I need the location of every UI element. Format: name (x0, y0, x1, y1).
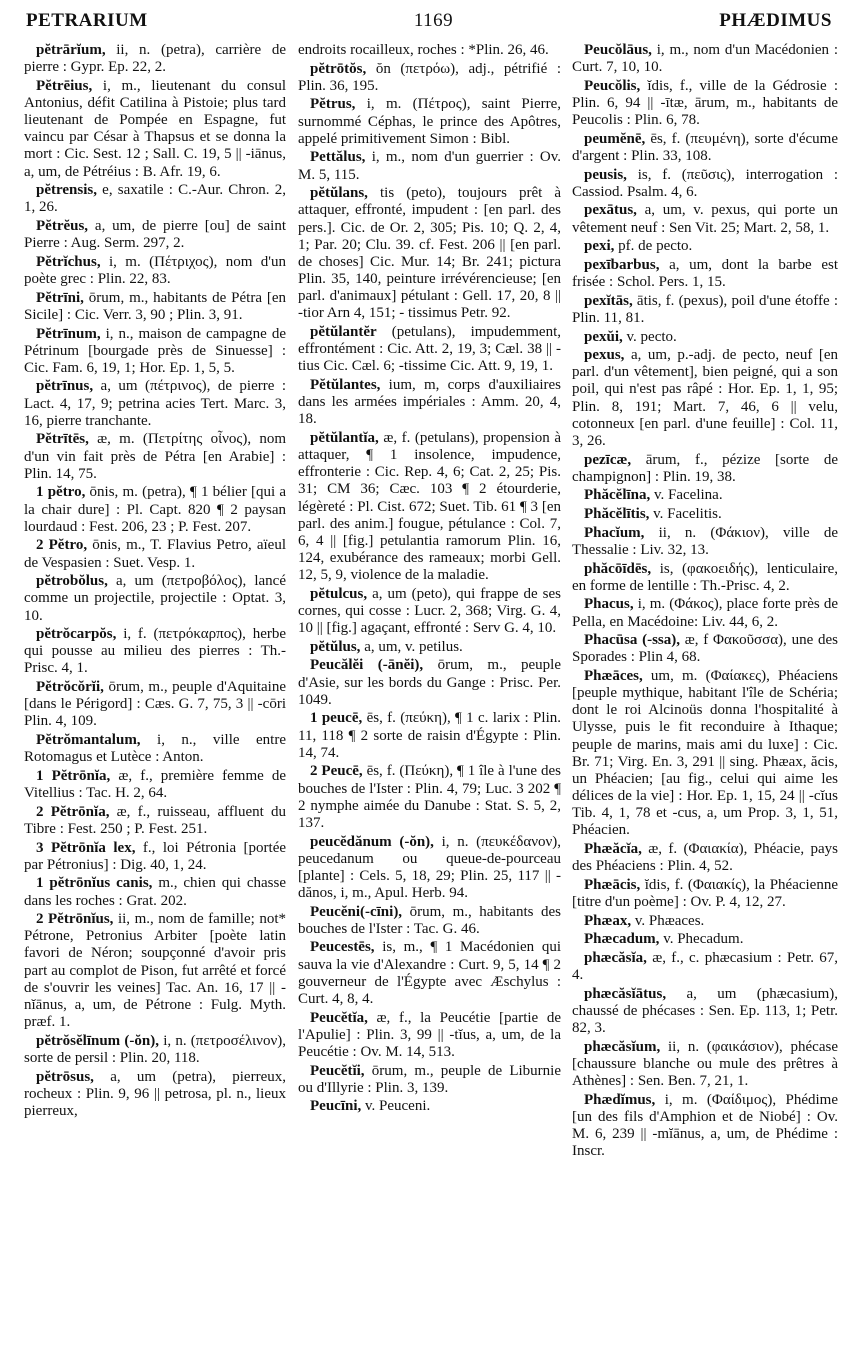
dictionary-entry (298, 763, 561, 832)
entry-definition: ōrum, m., habitants de Pétra [en Sicile] : Cic. Verr. 3, 90 ; Plin. 3, 91. (24, 289, 286, 323)
entry-definition: v. Phecadum. (663, 931, 744, 948)
entry-headword: Peucŏlis, (584, 77, 641, 94)
entry-headword: Phăcĕlīna, (584, 487, 651, 504)
entry-headword: Pĕtŭlantes, (310, 376, 381, 393)
entry-definition: v. pecto. (626, 328, 677, 345)
entry-definition: ii, n. (petra), carrière de pierre : Gypr. Ep. 22, 2. (24, 42, 286, 76)
entry-headword: Phacĭum, (584, 524, 645, 541)
entry-definition: ōrum, m., peuple d'Aquitaine [dans le Périgord] : Cæs. G. 7, 75, 3 || -cōri Plin. 4, 109. (24, 679, 287, 730)
entry-definition: ōrum, m., habitants des bouches de l'Ister : Tac. G. 46. (298, 903, 562, 937)
entry-headword: peucĕdănum (-ŏn), (310, 833, 434, 850)
entry-definition: endroits rocailleux, roches : *Plin. 26, 46. (298, 42, 549, 58)
entry-definition: ĭdis, f., ville de la Gédrosie : Plin. 6, 94 || -ītæ, ārum, m., habitants de Peucolis : Plin. 6, 78. (572, 77, 838, 129)
dictionary-entry (298, 657, 561, 708)
entry-headword: 1 peucē, (310, 710, 363, 727)
entry-headword: pĕtrīnus, (36, 378, 94, 395)
entry-headword: Peucĕtĭa, (310, 1009, 368, 1026)
entry-definition: ārum, f., pézize [sorte de champignon] : Plin. 19, 38. (572, 451, 838, 485)
dictionary-entry (572, 238, 838, 255)
entry-headword: Phæax, (584, 912, 632, 929)
dictionary-entry (572, 167, 838, 201)
entry-headword: pexŭi, (584, 328, 623, 345)
entry-headword: Pĕtrus, (310, 96, 356, 113)
entry-headword: Pĕtrēius, (36, 77, 93, 94)
dictionary-entry (298, 834, 561, 903)
dictionary-entry (572, 487, 838, 504)
entry-headword: phæcăsĭātus, (584, 985, 667, 1002)
entry-headword: 2 Pĕtrōnĭus, (36, 911, 114, 928)
dictionary-entry (24, 626, 286, 677)
dictionary-entry (572, 452, 838, 486)
entry-definition: a, um (πετροβόλος), lancé comme un projectile, projectile : Optat. 3, 10. (24, 573, 287, 624)
dictionary-entry (572, 632, 838, 666)
entry-definition: ātis, f. (pexus), poil d'une étoffe : Plin. 11, 81. (572, 292, 838, 326)
entry-headword: pĕtŭlantĕr (310, 324, 377, 340)
dictionary-entry (24, 732, 286, 766)
dictionary-entry (298, 639, 561, 656)
entry-definition: um, m. (Φαίακες), Phéaciens [peuple mythique, habitant l'île de Schéria; dont le roi Alcinoüs donna l'hospitalité à Ulysse, puis le fit reconduire à Ithaque; peuple de marins, mais ami du luxe] : Cic. Br. 71; Virg. En. 3, 291 || sing. Phæax, ăcis, un Phéacien; [au fig., celui qui aime les délices de la vie] : Hor. Ep. 1, 15, 24 || -cĭus Tib. 4, 1, 78 et -cus, a, um Prop. 3, 1, 51, Phéacien. (572, 667, 838, 839)
entry-headword: 2 Pĕtrōnĭa, (36, 803, 110, 820)
dictionary-entry (24, 326, 286, 377)
entry-definition: v. Facelitis. (653, 506, 722, 523)
entry-headword: Pettălus, (310, 149, 366, 166)
entry-headword: 3 Pĕtrōnĭa lex, (36, 839, 136, 856)
dictionary-entry (24, 804, 286, 838)
entry-definition: i, m., nom d'un Macédonien : Curt. 7, 10, 10. (572, 42, 839, 76)
entry-headword: Pĕtrīnum, (36, 325, 101, 342)
dictionary-entry (298, 1010, 561, 1061)
dictionary-entry (298, 149, 561, 183)
entry-headword: phăcōīdēs, (584, 560, 652, 577)
dictionary-entry (298, 324, 561, 375)
entry-headword: Pĕtrŏmantalum, (36, 732, 141, 749)
entry-definition: ēs, f. (πεύκη), ¶ 1 c. larix : Plin. 11, 118 ¶ 2 sorte de raisin d'Égypte : Plin. 14, 74. (298, 710, 561, 761)
entry-headword: peumĕnē, (584, 130, 646, 147)
entry-definition: v. Peuceni. (365, 1098, 431, 1115)
entry-headword: pexībarbus, (584, 256, 660, 273)
entry-definition: is, (φακοειδής), lenticulaire, en forme de lentille : Th.-Prisc. 4, 2. (572, 560, 839, 594)
entry-definition: a, um, p.-adj. de pecto, neuf [en parl. d'un vêtement], bien peigné, qui a son poil, qui n'est pas râpé : Hor. Ep. 1, 1, 95; Plin. 8, 191; Mart. 7, 46, 6 || velu, cotonneux [en parl. d'une feuille] : Col. 11, 3, 26. (572, 347, 838, 449)
entry-headword: phæcăsĭum, (584, 1038, 661, 1055)
entry-definition: ōrum, m., peuple de Liburnie ou d'Illyrie : Plin. 3, 139. (298, 1062, 562, 1096)
entry-headword: 2 Pĕtro, (36, 537, 88, 554)
entry-headword: phæcăsĭa, (584, 949, 647, 966)
entry-headword: Peucŏlāus, (584, 42, 652, 58)
dictionary-entry (572, 986, 838, 1037)
dictionary-entry (572, 202, 838, 236)
entry-headword: 1 Pĕtrōnĭa, (36, 767, 111, 784)
entry-headword: 1 pĕtro, (36, 484, 86, 501)
header-left-word: PETRARIUM (26, 10, 148, 31)
entry-headword: pexi, (584, 238, 615, 255)
page-number: 1169 (413, 10, 454, 31)
entry-headword: Peucălĕi (-ānĕi), (310, 657, 424, 674)
entry-definition: i, m. (Πέτριχος), nom d'un poète grec : Plin. 22, 83. (24, 253, 286, 288)
entry-definition: pf. de pecto. (618, 238, 693, 255)
entry-headword: peusis, (584, 166, 627, 183)
entry-definition: is, m., ¶ 1 Macédonien qui sauva la vie d'Alexandre : Curt. 9, 5, 14 ¶ 2 gouverneur de l'Égypte avec Æschylus : Curt. 4, 8, 4. (298, 939, 561, 1007)
dictionary-entry (24, 679, 286, 730)
dictionary-entry (572, 525, 838, 559)
entry-headword: pĕtrōsus, (36, 1068, 94, 1085)
dictionary-entry (572, 1092, 838, 1161)
entry-definition: tis (peto), toujours prêt à attaquer, effronté, impudent : [en parl. des pers.]. Cic. de Or. 2, 305; Pis. 10; Q. 2, 4, 1; Par. 20; Clu. 39. cf. Fest. 206 || [en parl. de choses] Cic. Mur. 14; Br. 241; pictura Plin. 35, 140, peinture irrévérencieuse; [en parl. d'animaux] pétulant : Gell. 17, 20, 8 || -tior Arn 4, 151; - tissimus Petr. 92. (298, 185, 562, 322)
entry-headword: 2 Peucē, (310, 763, 363, 780)
entry-headword: pĕtrensis, (36, 182, 97, 199)
dictionary-entry (572, 913, 838, 930)
dictionary-entry (298, 939, 561, 1008)
dictionary-entry (572, 561, 838, 595)
entry-definition: a, um (πέτρινος), de pierre : Lact. 4, 17, 9; petrina acies Tert. Marc. 3, 16, pierre tranchante. (24, 378, 287, 429)
entry-headword: Pĕtrītēs, (36, 431, 89, 448)
entry-headword: pĕtŭlans, (310, 185, 368, 202)
entry-definition: æ, f., ruisseau, affluent du Tibre : Fest. 250 ; P. Fest. 251. (24, 803, 287, 837)
dictionary-entry (298, 377, 561, 428)
dictionary-entry (24, 378, 286, 429)
entry-definition: i, m. (Φάκος), place forte près de Pella, en Macédoine: Liv. 44, 6, 2. (572, 596, 839, 630)
entry-headword: Phacūsa (-ssa), (584, 632, 681, 649)
dictionary-entry (572, 329, 838, 346)
dictionary-entry (298, 430, 561, 584)
dictionary-entry (298, 42, 561, 59)
entry-definition: a, um, dont la barbe est frisée : Schol. Pers. 1, 15. (572, 256, 838, 291)
column-right (572, 42, 838, 1162)
entry-headword: Phacus, (584, 596, 634, 613)
dictionary-entry (24, 768, 286, 802)
dictionary-entry (572, 293, 838, 327)
dictionary-entry (572, 257, 838, 291)
entry-definition: i, n., ville entre Rotomagus et Lutèce : Anton. (24, 732, 286, 766)
dictionary-entry (298, 96, 561, 147)
entry-headword: Pĕtrīni, (36, 289, 84, 306)
dictionary-entry (298, 710, 561, 761)
dictionary-entry (572, 841, 838, 875)
entry-definition: f., loi Pétronia [portée par Pétronius] : Dig. 40, 1, 24. (24, 839, 287, 873)
dictionary-entry (572, 596, 838, 630)
entry-definition: ium, m, corps d'auxiliaires dans les armées impériales : Amm. 20, 4, 18. (298, 376, 562, 428)
entry-definition: ōnis, m., T. Flavius Petro, aïeul de Vespasien : Suet. Vesp. 1. (24, 537, 287, 571)
dictionary-entry (24, 1069, 286, 1120)
page-header (26, 10, 832, 36)
entry-headword: Peucīni, (310, 1098, 362, 1115)
entry-definition: is, f. (πεῦσις), interrogation : Cassiod. Psalm. 4, 6. (572, 166, 838, 200)
dictionary-entry (24, 840, 286, 874)
entry-definition: ōrum, m., peuple d'Asie, sur les bords du Gange : Prisc. Per. 1049. (298, 657, 562, 708)
entry-definition: æ, f Φακοῦσσα), une des Sporades : Plin 4, 68. (572, 632, 838, 666)
entry-definition: a, um, de pierre [ou] de saint Pierre : Aug. Serm. 297, 2. (24, 218, 286, 252)
entry-definition: ōnis, m. (petra), ¶ 1 bélier [qui a la chair dure] : Pl. Capt. 820 ¶ 2 paysan lourdaud : Fest. 206, 23 ; P. Fest. 207. (24, 484, 287, 535)
dictionary-entry (24, 254, 286, 288)
dictionary-entry (24, 875, 286, 909)
dictionary-entry (572, 506, 838, 523)
entry-definition: ēs, f. (πευμένη), sorte d'écume d'argent : Plin. 33, 108. (572, 130, 839, 164)
dictionary-entry (572, 78, 838, 129)
dictionary-entry (298, 185, 561, 322)
dictionary-entry (298, 904, 561, 938)
entry-definition: a, um (peto), qui frappe de ses cornes, qui cosse : Lucr. 2, 368; Virg. G. 4, 10 || [fig.] agaçant, effronté : Serv G. 4, 10. (298, 585, 562, 637)
dictionary-entry (572, 950, 838, 984)
entry-definition: v. Facelina. (654, 487, 723, 504)
column-left (24, 42, 286, 1122)
entry-headword: Phæācis, (584, 876, 641, 893)
entry-definition: æ, f., c. phæcasium : Petr. 67, 4. (572, 949, 839, 984)
entry-headword: pexĭtās, (584, 292, 633, 309)
entry-headword: pĕtrŏcarpŏs, (36, 626, 117, 643)
entry-headword: Pĕtrĕus, (36, 218, 89, 235)
entry-definition: (petulans), impudemment, effrontément : Cic. Att. 2, 19, 3; Cæl. 38 || -tius Cic. Cæl. 6; -tissime Cic. Att. 9, 19, 1. (298, 324, 561, 375)
entry-headword: pexātus, (584, 202, 637, 219)
entry-definition: i, n. (πετροσέλινον), sorte de persil : Plin. 20, 118. (24, 1032, 286, 1066)
entry-definition: ii, n. (φαικάσιον), phécase [chaussure blanche ou mule des prêtres à Athènes] : Sen. Ben. 7, 21, 1. (572, 1038, 838, 1090)
entry-headword: Phæăcĭa, (584, 841, 642, 858)
entry-definition: ii, n. (Φάκιον), ville de Thessalie : Liv. 32, 13. (572, 524, 839, 558)
entry-headword: pexus, (584, 347, 625, 364)
entry-headword: Peucestēs, (310, 939, 375, 956)
dictionary-entry (572, 131, 838, 165)
entry-definition: a, um (petra), pierreux, rocheux : Plin. 9, 96 || petrosa, pl. n., lieux pierreux, (24, 1068, 286, 1119)
dictionary-entry (572, 931, 838, 948)
entry-headword: Pĕtrĭchus, (36, 253, 101, 270)
dictionary-entry (24, 911, 286, 1031)
dictionary-entry (572, 347, 838, 450)
entry-headword: pezīcæ, (584, 451, 632, 468)
entry-headword: 1 pĕtrōnĭus canis, (36, 875, 153, 892)
entry-definition: e, saxatile : C.-Aur. Chron. 2, 1, 26. (24, 182, 286, 216)
dictionary-entry (24, 290, 286, 324)
entry-definition: æ, f., la Peucétie [partie de l'Apulie] : Plin. 3, 99 || -tĭus, a, um, de la Peucétie : Ov. M. 14, 513. (298, 1009, 561, 1060)
dictionary-entry (24, 573, 286, 624)
entry-headword: Phăcĕlītis, (584, 506, 650, 523)
entry-headword: pĕtrobŏlus, (36, 573, 108, 590)
entry-definition: æ, f. (Φαιακία), Phéacie, pays des Phéaciens : Plin. 4, 52. (572, 841, 839, 875)
entry-definition: ŏn (πετρόω), adj., pétrifié : Plin. 36, 195. (298, 60, 561, 94)
dictionary-entry (298, 1098, 561, 1115)
entry-headword: pĕtrōtŏs, (310, 60, 367, 77)
entry-headword: pĕtŭlus, (310, 638, 361, 655)
entry-headword: pĕtulcus, (310, 585, 368, 602)
entry-definition: i, n., maison de campagne de Pétrinum [bourgade près de Sinuesse] : Cic. Fam. 6, 19, 1; Hor. Ep. 1, 5, 5. (24, 325, 286, 376)
dictionary-entry (298, 61, 561, 95)
dictionary-entry (24, 218, 286, 252)
entry-definition: ĭdis, f. (Φαιακίς), la Phéacienne [titre d'un poème] : Ov. P. 4, 12, 27. (572, 876, 838, 910)
entry-definition: ēs, f. (Πεύκη), ¶ 1 île à l'une des bouches de l'Ister : Plin. 4, 79; Luc. 3 202 ¶ 2 nymphe aimée du Danube : Stat. S. 5, 2, 137. (298, 763, 561, 831)
entry-definition: a, um, v. pexus, qui porte un vêtement neuf : Sen Vit. 25; Mart. 2, 58, 1. (572, 202, 839, 236)
entry-headword: Pĕtrŏcŏrĭi, (36, 679, 104, 696)
entry-definition: m., chien qui chasse dans les roches : Grat. 202. (24, 875, 286, 909)
entry-definition: i, n. (πευκέδανον), peucedanum ou queue-de-pourceau [plante] : Cels. 5, 18, 29; Plin. 25, 117 || -dănos, i, m., Apul. Herb. 94. (298, 833, 562, 901)
header-right-word: PHÆDIMUS (719, 10, 832, 31)
dictionary-entry (572, 877, 838, 911)
dictionary-entry (572, 42, 838, 76)
entry-definition: ii, m., nom de famille; not* Pétrone, Petronius Arbiter [poète latin favori de Néron; soupçonné d'avoir pris part au complot de Pison, fut arrêté et forcé de s'ouvrir les veines] Tac. An. 16, 17 || -nĭānus, a, um, de Pétrone : Fulg. Myth. præf. 1. (24, 911, 286, 1031)
entry-headword: Phæcadum, (584, 931, 660, 948)
dictionary-entry (24, 537, 286, 571)
entry-definition: v. Phæaces. (634, 912, 705, 929)
entry-definition: i, m. (Φαίδιμος), Phédime [un des fils d'Amphion et de Niobé] : Ov. M. 6, 239 || -mĭānus, a, um, de Phédime : Inscr. (572, 1091, 839, 1160)
entry-headword: pĕtŭlantĭa, (310, 429, 379, 446)
dictionary-entry (24, 1033, 286, 1067)
entry-headword: pĕtrārĭum, (36, 42, 106, 58)
entry-headword: Peucĕtĭi, (310, 1062, 365, 1079)
dictionary-entry (24, 42, 286, 76)
dictionary-entry (24, 484, 286, 535)
column-middle (298, 42, 561, 1117)
dictionary-entry (298, 586, 561, 637)
entry-headword: pĕtrŏsĕlīnum (-ŏn), (36, 1032, 159, 1049)
dictionary-entry (572, 668, 838, 840)
entry-definition: æ, f., première femme de Vitellius : Tac. H. 2, 64. (24, 767, 287, 802)
dictionary-entry (24, 78, 286, 181)
dictionary-entry (24, 431, 286, 482)
entry-definition: i, m., lieutenant du consul Antonius, défit Catilina à Pistoie; plus tard lieutenant de Pompée en Espagne, fut vaincu par César à Thapsus et se donna la mort : Cic. Sest. 12 ; Sall. C. 19, 5 || -iānus, a, um, de Pétréius : B. Afr. 19, 6. (24, 77, 287, 180)
entry-definition: a, um, v. petilus. (364, 638, 463, 655)
entry-definition: æ, m. (Πετρίτης οἶνος), nom d'un vin fait près de Pétra [en Arabie] : Plin. 14, 75. (24, 431, 286, 482)
dictionary-entry (572, 1039, 838, 1090)
entry-definition: i, f. (πετρόκαρπος), herbe qui pousse au milieu des pierres : Th.-Prisc. 4, 1. (24, 626, 287, 677)
entry-headword: Peucĕni(-cīni), (310, 903, 403, 920)
entry-headword: Phædĭmus, (584, 1091, 656, 1108)
dictionary-entry (298, 1063, 561, 1097)
entry-definition: a, um (phæcasium), chaussé de phécases : Sen. Ep. 113, 1; Petr. 82, 3. (572, 985, 838, 1037)
entry-headword: Phæāces, (584, 667, 643, 684)
dictionary-entry (24, 182, 286, 216)
entry-definition: i, m., nom d'un guerrier : Ov. M. 5, 115. (298, 149, 562, 183)
entry-definition: æ, f. (petulans), propension à attaquer, ¶ 1 insolence, impudence, effronterie : Cic. Rep. 4, 6; Cat. 2, 25; Pis. 31; CM 36; Cæc. 103 ¶ 2 étourderie, légèreté : Pl. Cist. 672; Suet. Tib. 61 ¶ 3 [en parl. des anim.] fougue, pétulance : Col. 7, 6, 4 || [fig.] petulantia ramorum Plin. 16, 124, exubérance des rameaux; morbi Gell. 12, 5, 9, violence de la maladie. (298, 429, 562, 584)
entry-definition: i, m. (Πέτρος), saint Pierre, surnommé Céphas, le prince des Apôtres, appelé primitivement Simon : Bibl. (298, 96, 561, 147)
